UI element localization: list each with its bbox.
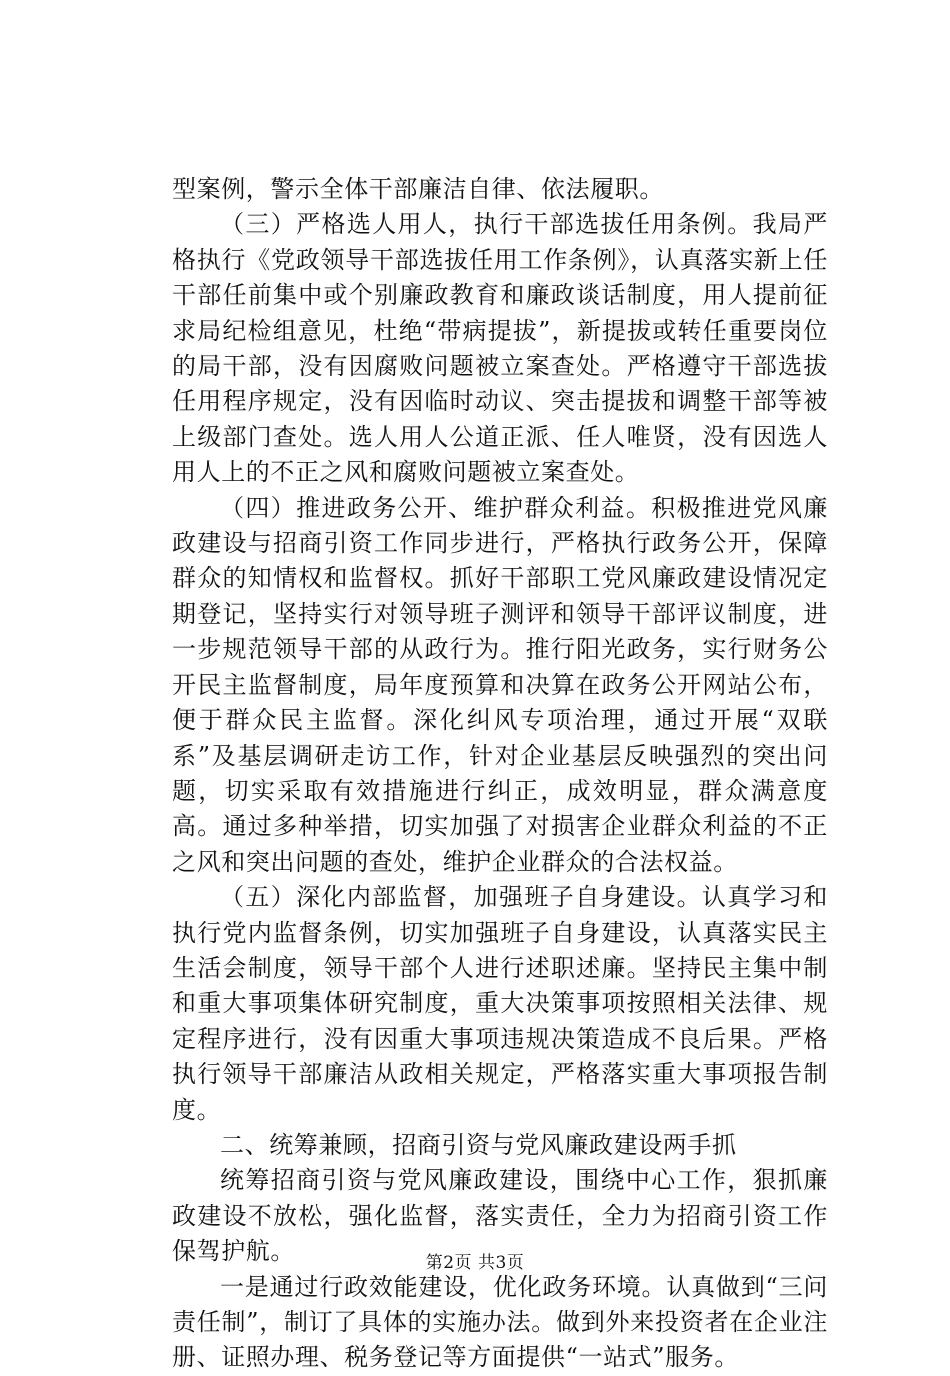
paragraph: （四）推进政务公开、维护群众利益。积极推进党风廉政建设与招商引资工作同步进行，严格执行政务公开，保障群众的知情权和监督权。抓好干部职工党风廉政建设情况定期登记，坚持实行对领导班子测评和领导干部评议制度，进一步规范领导干部的从政行为。推行阳光政务，实行财务公开民主监督制度，局年度预算和决算在政务公开网站公布，便于群众民主监督。深化纠风专项治理，通过开展“双联系”及基层调研走访工作，针对企业基层反映强烈的突出问题，切实采取有效措施进行纠正，成效明显，群众满意度高。通过多种举措，切实加强了对损害企业群众利益的不正之风和突出问题的查处，维护企业群众的合法权益。	[172, 493, 828, 876]
paragraph: 型案例，警示全体干部廉洁自律、依法履职。	[172, 175, 664, 203]
document-body	[172, 172, 828, 1376]
paragraph: （五）深化内部监督，加强班子自身建设。认真学习和执行党内监督条例，切实加强班子自身建设，认真落实民主生活会制度，领导干部个人进行述职述廉。坚持民主集中制和重大事项集体研究制度，重大决策事项按照相关法律、规定程序进行，没有因重大事项违规决策造成不良后果。严格执行领导干部廉洁从政相关规定，严格落实重大事项报告制度。	[172, 883, 828, 1124]
page-footer: 第2页 共3页	[425, 1253, 525, 1273]
paragraph: （三）严格选人用人，执行干部选拔任用条例。我局严格执行《党政领导干部选拔任用工作条例》，认真落实新上任干部任前集中或个别廉政教育和廉政谈话制度，用人提前征求局纪检组意见，杜绝“带病提拔”，新提拔或转任重要岗位的局干部，没有因腐败问题被立案查处。严格遵守干部选拔任用程序规定，没有因临时动议、突击提拔和调整干部等被上级部门查处。选人用人公道正派、任人唯贤，没有因选人用人上的不正之风和腐败问题被立案查处。	[172, 210, 828, 487]
paragraph: 一是通过行政效能建设，优化政务环境。认真做到“三问责任制”，制订了具体的实施办法。做到外来投资者在企业注册、证照办理、税务登记等方面提供“一站式”服务。	[172, 1272, 828, 1372]
paragraph: 统筹招商引资与党风廉政建设，围绕中心工作，狠抓廉政建设不放松，强化监督，落实责任，全力为招商引资工作保驾护航。	[172, 1166, 828, 1266]
section-heading: 二、统筹兼顾，招商引资与党风廉政建设两手抓	[220, 1130, 737, 1159]
